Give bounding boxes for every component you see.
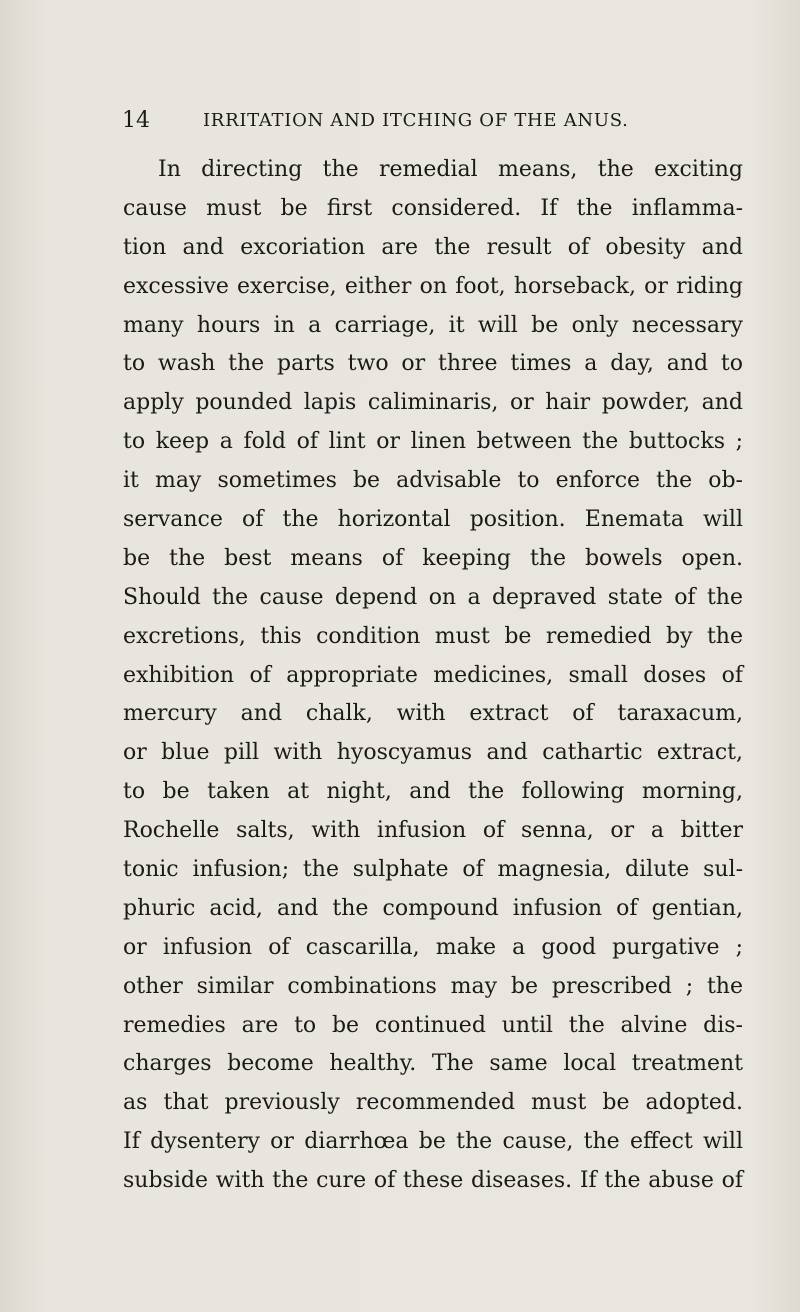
text-line: cause must be first considered. If the inflamma-	[123, 195, 743, 221]
text-line: other similar combinations may be prescribed ; the	[123, 973, 743, 999]
text-line: be the best means of keeping the bowels open.	[123, 545, 743, 571]
running-title: IRRITATION AND ITCHING OF THE ANUS.	[203, 110, 629, 131]
text-line: to be taken at night, and the following morning,	[123, 779, 743, 805]
text-line: tonic infusion; the sulphate of magnesia, dilute sul-	[123, 857, 743, 883]
text-line: excretions, this condition must be remedied by the	[123, 623, 743, 649]
text-line: charges become healthy. The same local treatment	[123, 1051, 743, 1077]
text-line: exhibition of appropriate medicines, small doses of	[123, 662, 743, 688]
text-line: or infusion of cascarilla, make a good purgative ;	[123, 934, 743, 960]
text-line: to wash the parts two or three times a day, and to	[123, 351, 743, 377]
text-line: tion and excoriation are the result of obesity and	[123, 234, 743, 260]
text-line: to keep a fold of lint or linen between the buttocks ;	[123, 429, 743, 455]
text-line: excessive exercise, either on foot, horseback, or riding	[123, 273, 743, 299]
text-line: phuric acid, and the compound infusion of gentian,	[123, 895, 743, 921]
body-text	[123, 151, 743, 1201]
text-line: Rochelle salts, with infusion of senna, or a bitter	[123, 818, 743, 844]
text-line: remedies are to be continued until the alvine dis-	[123, 1012, 743, 1038]
text-line: servance of the horizontal position. Enemata will	[123, 507, 743, 533]
text-line: or blue pill with hyoscyamus and cathartic extract,	[123, 740, 743, 766]
text-line: Should the cause depend on a depraved state of the	[123, 584, 743, 610]
text-line: apply pounded lapis caliminaris, or hair powder, and	[123, 390, 743, 416]
text-line: subside with the cure of these diseases. If the abuse of	[123, 1168, 743, 1194]
text-line: many hours in a carriage, it will be only necessary	[123, 312, 743, 338]
text-line: If dysentery or diarrhœa be the cause, the effect will	[123, 1129, 743, 1155]
text-line: it may sometimes be advisable to enforce the ob-	[123, 468, 743, 494]
text-line: In directing the remedial means, the exciting	[158, 157, 743, 182]
text-line: as that previously recommended must be adopted.	[123, 1090, 743, 1116]
text-line: mercury and chalk, with extract of taraxacum,	[123, 701, 743, 727]
page-header	[122, 108, 662, 138]
page-number: 14	[122, 108, 150, 133]
